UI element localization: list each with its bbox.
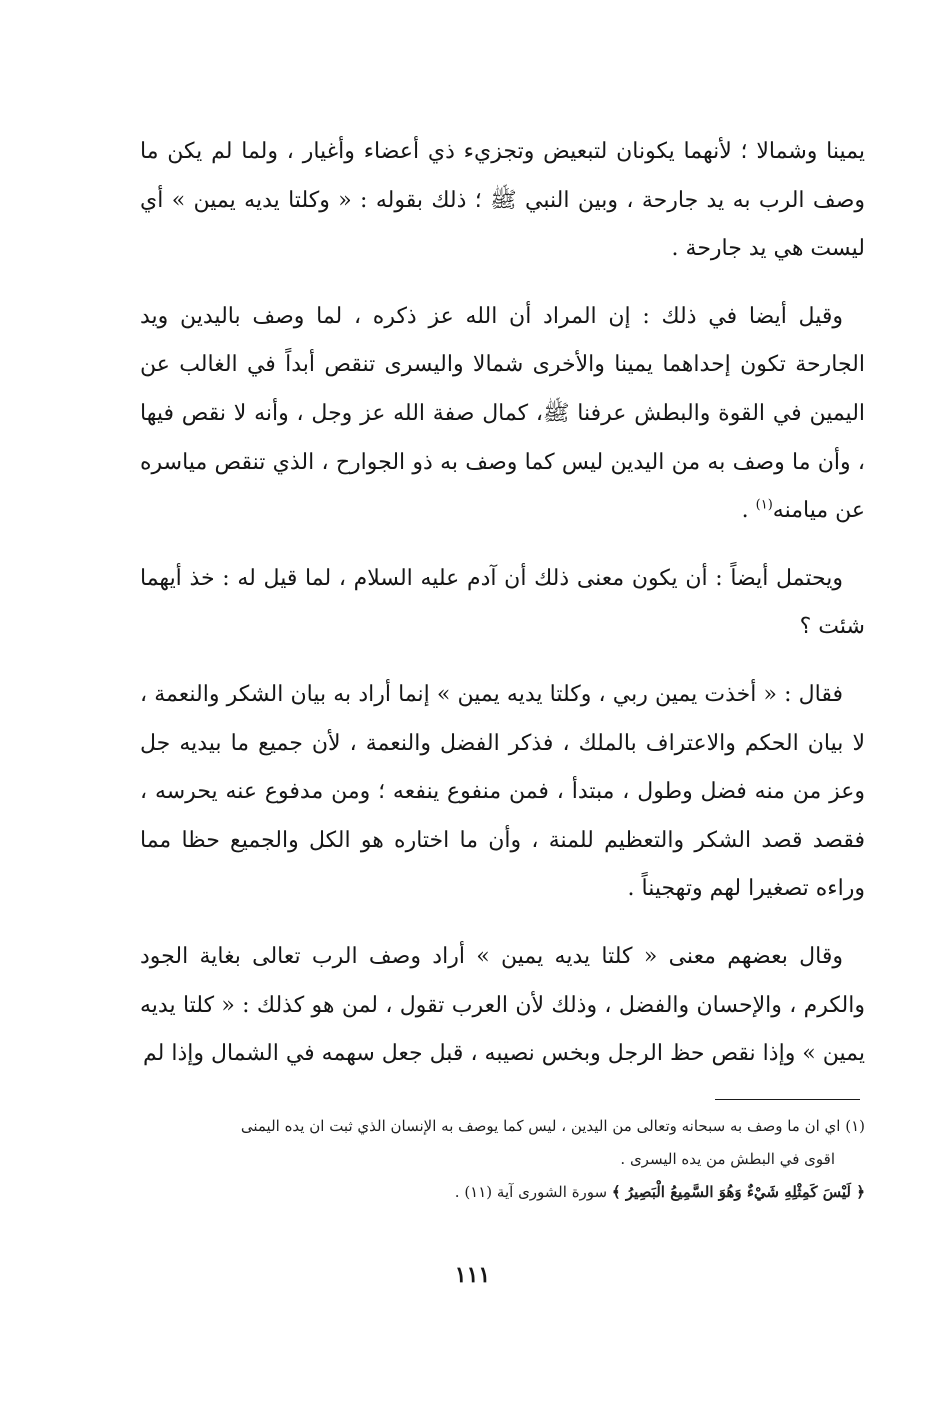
main-text bbox=[140, 128, 865, 1098]
text-line: لا بيان الحكم والاعتراف بالملك ، فذكر الفضل والنعمة ، لأن جميع ما بيديه جل وعز bbox=[140, 730, 865, 805]
text-line: فقال : « أخذت يمين ربي ، وكلتا يديه يمين » إنما أراد به بيان الشكر والنعمة ، bbox=[140, 681, 843, 707]
footnote-marker: (١) bbox=[755, 497, 773, 513]
text-line: . bbox=[741, 498, 756, 524]
text-line: وقيل أيضا في ذلك : إن المراد أن الله عز ذكره ، لما وصف باليدين ويد الجارحة bbox=[140, 303, 865, 378]
paragraph-3 bbox=[140, 555, 865, 652]
paragraph-1 bbox=[140, 128, 865, 274]
text-line: ويحتمل أيضاً : أن يكون معنى ذلك أن آدم عليه السلام ، لما قيل له : خذ bbox=[189, 565, 843, 591]
verse-reference: سورة الشورى آية (١١) . bbox=[454, 1183, 612, 1201]
text-line: قصد الشكر والتعظيم للمنة ، وأن ما اختاره هو الكل والجميع حظا مما وراءه تصغيرا bbox=[140, 827, 865, 902]
text-line: أيهما شئت ؟ bbox=[140, 565, 865, 640]
footnote-1-continuation: اقوى في البطش من يده اليسرى . bbox=[620, 1150, 835, 1168]
text-line: وقال بعضهم معنى « كلتا يديه يمين » أراد وصف الرب تعالى بغاية الجود bbox=[140, 943, 843, 969]
text-line: لهم وتهجيناً . bbox=[627, 876, 742, 902]
text-line: ليست هي يد جارحة . bbox=[671, 236, 865, 262]
text-line: تكون إحداهما يمينا والأخرى شمالا واليسرى تنقص أبداً في الغالب عن اليمين في bbox=[140, 352, 866, 426]
footnote-separator bbox=[715, 1099, 860, 1100]
text-line: وصف به من اليدين ليس كما وصف به ذو الجوارح ، الذي تنقص مياسره عن bbox=[140, 449, 865, 524]
text-line: والكرم ، والإحسان والفضل ، وذلك لأن العرب تقول ، لمن هو كذلك : « كلتا bbox=[182, 992, 865, 1018]
footnotes bbox=[140, 1110, 865, 1209]
text-line: القوة والبطش عرفنا ﷺ، كمال صفة الله عز وجل ، وأنه لا نقص فيها ، وأن ما bbox=[140, 400, 866, 475]
paragraph-5 bbox=[140, 933, 865, 1079]
paragraph-2 bbox=[140, 293, 865, 536]
text-line: من منه فضل وطول ، مبتدأ ، فمن منفوع ينفعه ؛ ومن مدفوع عنه يحرسه ، فقصد bbox=[140, 779, 865, 853]
quran-verse: ﴿ لَيْسَ كَمِثْلِهِ شَيْءٌ وَهُوَ السَّمِيعُ الْبَصِيرُ ﴾ bbox=[611, 1183, 865, 1201]
paragraph-4 bbox=[140, 671, 865, 914]
text-line: وصف الرب به يد جارحة ، وبين النبي ﷺ ؛ ذلك بقوله : « وكلتا يديه يمين » أي bbox=[140, 187, 865, 213]
page-number: ١١١ bbox=[454, 1262, 491, 1288]
text-line: يمينا وشمالا ؛ لأنهما يكونان لتبعيض وتجزيء ذي أعضاء وأغيار ، ولما لم يكن ما bbox=[140, 139, 865, 164]
text-line: ميامنه bbox=[772, 498, 829, 524]
footnote-1: (١) اي ان ما وصف به سبحانه وتعالى من اليدين ، ليس كما يوصف به الإنسان الذي ثبت ان يده اليمنى bbox=[240, 1117, 865, 1135]
footnote-verse-line bbox=[140, 1176, 865, 1209]
text-line: يديه يمين » وإذا نقص حظ الرجل وبخس نصيبه ، قبل جعل سهمه في الشمال وإذا لم bbox=[140, 992, 865, 1067]
